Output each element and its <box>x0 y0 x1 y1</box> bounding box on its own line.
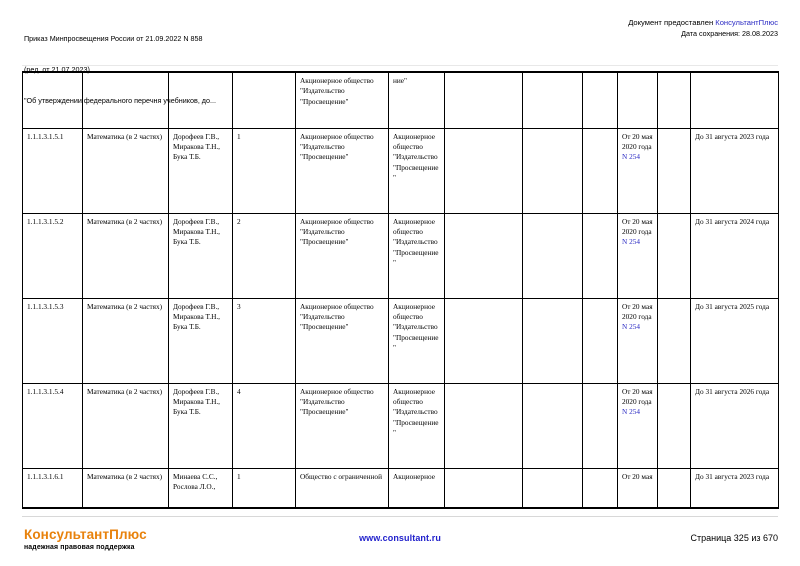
cell-valid-until: До 31 августа 2023 года <box>691 128 779 213</box>
order-link[interactable]: N 254 <box>622 237 641 247</box>
cell-order <box>618 383 658 468</box>
cell-publisher-alt: ние" <box>389 72 445 128</box>
cell-valid-until <box>691 72 779 128</box>
cell-id: 1.1.1.3.1.5.4 <box>23 383 83 468</box>
cell-col11 <box>658 72 691 128</box>
cell-part: 1 <box>233 468 296 508</box>
cell-part: 1 <box>233 128 296 213</box>
order-text: От 20 мая 2020 года <box>622 216 653 236</box>
cell-authors: Дорофеев Г.В., Миракова Т.Н., Бука Т.Б. <box>169 298 233 383</box>
order-text: От 20 мая 2020 года <box>622 131 653 151</box>
cell-col9 <box>583 298 618 383</box>
cell-part <box>233 72 296 128</box>
table-row <box>23 383 779 468</box>
cell-order <box>618 128 658 213</box>
consultant-plus-brand[interactable]: КонсультантПлюс <box>715 18 778 27</box>
logo-tagline: надежная правовая поддержка <box>24 544 135 551</box>
cell-id: 1.1.1.3.1.6.1 <box>23 468 83 508</box>
page-number-label: Страница 325 из 670 <box>690 533 778 543</box>
cell-col9 <box>583 72 618 128</box>
cell-publisher-alt: Акционерное <box>389 468 445 508</box>
cell-title: Математика (в 2 частях) <box>83 213 169 298</box>
cell-col8 <box>523 128 583 213</box>
logo-title: КонсультантПлюс <box>24 527 147 542</box>
cell-col8 <box>523 383 583 468</box>
document-table-container <box>22 71 778 509</box>
provided-by-prefix: Документ предоставлен <box>628 18 716 27</box>
cell-title: Математика (в 2 частях) <box>83 383 169 468</box>
table-row <box>23 128 779 213</box>
cell-col8 <box>523 468 583 508</box>
cell-valid-until: До 31 августа 2024 года <box>691 213 779 298</box>
cell-title <box>83 72 169 128</box>
cell-part: 3 <box>233 298 296 383</box>
cell-publisher: Акционерное общество "Издательство "Просвещение" <box>296 128 389 213</box>
cell-valid-until: До 31 августа 2026 года <box>691 383 779 468</box>
cell-publisher: Акционерное общество "Издательство "Просвещение" <box>296 72 389 128</box>
consultant-website-link[interactable]: www.consultant.ru <box>359 533 441 543</box>
cell-col8 <box>523 72 583 128</box>
order-link[interactable]: N 254 <box>622 152 641 162</box>
table-row <box>23 468 779 508</box>
cell-col9 <box>583 128 618 213</box>
textbook-registry-table <box>22 71 779 509</box>
doc-ref-line-3: "Об утверждении федерального перечня учебников, до... <box>24 96 216 106</box>
cell-col9 <box>583 383 618 468</box>
consultant-plus-logo <box>24 527 147 553</box>
cell-title: Математика (в 2 частях) <box>83 128 169 213</box>
order-text: От 20 мая <box>622 471 653 481</box>
cell-col7 <box>445 213 523 298</box>
cell-valid-until: До 31 августа 2023 года <box>691 468 779 508</box>
cell-col11 <box>658 383 691 468</box>
table-row <box>23 72 779 128</box>
cell-col9 <box>583 213 618 298</box>
cell-col7 <box>445 298 523 383</box>
cell-authors: Минаева С.С., Рослова Л.О., <box>169 468 233 508</box>
order-link[interactable]: N 254 <box>622 322 641 332</box>
page-footer <box>0 520 800 566</box>
cell-col7 <box>445 468 523 508</box>
cell-col7 <box>445 128 523 213</box>
cell-col11 <box>658 213 691 298</box>
saved-date: Дата сохранения: 28.08.2023 <box>681 29 778 38</box>
cell-publisher-alt: Акционерное общество "Издательство "Просвещение" <box>389 298 445 383</box>
cell-id <box>23 72 83 128</box>
doc-ref-line-1: Приказ Минпросвещения России от 21.09.2022 N 858 <box>24 33 203 43</box>
cell-col11 <box>658 298 691 383</box>
cell-col11 <box>658 468 691 508</box>
cell-order <box>618 213 658 298</box>
cell-authors: Дорофеев Г.В., Миракова Т.Н., Бука Т.Б. <box>169 128 233 213</box>
cell-publisher-alt: Акционерное общество "Издательство "Просвещение" <box>389 213 445 298</box>
cell-publisher: Акционерное общество "Издательство "Просвещение" <box>296 298 389 383</box>
cell-col11 <box>658 128 691 213</box>
cell-title: Математика (в 2 частях) <box>83 468 169 508</box>
cell-col7 <box>445 383 523 468</box>
cell-publisher: Акционерное общество "Издательство "Просвещение" <box>296 383 389 468</box>
order-text: От 20 мая 2020 года <box>622 386 653 406</box>
cell-id: 1.1.1.3.1.5.3 <box>23 298 83 383</box>
cell-col8 <box>523 298 583 383</box>
cell-publisher: Общество с ограниченной <box>296 468 389 508</box>
order-link[interactable]: N 254 <box>622 407 641 417</box>
cell-part: 4 <box>233 383 296 468</box>
cell-id: 1.1.1.3.1.5.1 <box>23 128 83 213</box>
cell-id: 1.1.1.3.1.5.2 <box>23 213 83 298</box>
document-provider-info <box>628 17 778 39</box>
cell-order <box>618 298 658 383</box>
cell-publisher-alt: Акционерное общество "Издательство "Просвещение" <box>389 128 445 213</box>
cell-authors: Дорофеев Г.В., Миракова Т.Н., Бука Т.Б. <box>169 383 233 468</box>
cell-order <box>618 468 658 508</box>
cell-col7 <box>445 72 523 128</box>
cell-valid-until: До 31 августа 2025 года <box>691 298 779 383</box>
cell-authors: Дорофеев Г.В., Миракова Т.Н., Бука Т.Б. <box>169 213 233 298</box>
table-row <box>23 298 779 383</box>
order-text: От 20 мая 2020 года <box>622 301 653 321</box>
table-row <box>23 213 779 298</box>
cell-col8 <box>523 213 583 298</box>
footer-divider <box>22 516 778 517</box>
cell-publisher-alt: Акционерное общество "Издательство "Просвещение" <box>389 383 445 468</box>
header-divider <box>22 65 778 66</box>
cell-title: Математика (в 2 частях) <box>83 298 169 383</box>
cell-authors <box>169 72 233 128</box>
provided-by-line <box>628 17 778 28</box>
cell-order <box>618 72 658 128</box>
cell-publisher: Акционерное общество "Издательство "Просвещение" <box>296 213 389 298</box>
cell-part: 2 <box>233 213 296 298</box>
cell-col9 <box>583 468 618 508</box>
doc-ref-line-2: (ред. от 21.07.2023) <box>24 65 90 75</box>
